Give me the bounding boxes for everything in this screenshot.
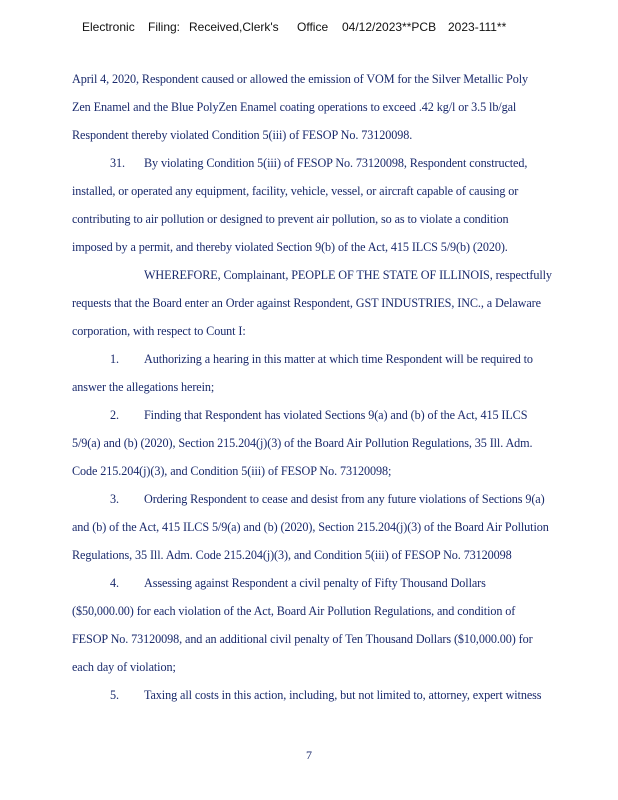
text-line: corporation, with respect to Count I: — [72, 324, 246, 338]
text-line: installed, or operated any equipment, facility, vehicle, vessel, or aircraft capable of causing or — [72, 184, 519, 198]
text-line: FESOP No. 73120098, and an additional civil penalty of Ten Thousand Dollars ($10,000.00) for — [72, 632, 533, 646]
header-electronic: Electronic — [82, 20, 135, 34]
paragraph-number: 31. — [110, 156, 125, 170]
text-line: imposed by a permit, and thereby violated Section 9(b) of the Act, 415 ILCS 5/9(b) (2020). — [72, 240, 508, 254]
header-date-pcb: 04/12/2023**PCB — [342, 20, 437, 34]
list-number: 1. — [110, 352, 119, 366]
page-number: 7 — [306, 748, 312, 762]
header-case-number: 2023-111** — [448, 20, 507, 34]
text-line: Ordering Respondent to cease and desist from any future violations of Sections 9(a) — [144, 492, 545, 506]
header-received: Received,Clerk's — [189, 20, 279, 34]
text-line: WHEREFORE, Complainant, PEOPLE OF THE STATE OF ILLINOIS, respectfully — [144, 268, 552, 282]
filing-header — [82, 20, 602, 36]
text-line: Respondent thereby violated Condition 5(iii) of FESOP No. 73120098. — [72, 128, 413, 142]
text-line: Finding that Respondent has violated Sections 9(a) and (b) of the Act, 415 ILCS — [144, 408, 528, 422]
text-line: contributing to air pollution or designed to prevent air pollution, so as to violate a condition — [72, 212, 509, 226]
text-line: 5/9(a) and (b) (2020), Section 215.204(j)(3) of the Board Air Pollution Regulations, 35 Ill. Adm. — [72, 436, 533, 450]
list-number: 4. — [110, 576, 119, 590]
text-line: Assessing against Respondent a civil penalty of Fifty Thousand Dollars — [144, 576, 486, 590]
text-line: ($50,000.00) for each violation of the Act, Board Air Pollution Regulations, and condition of — [72, 604, 516, 618]
text-line: April 4, 2020, Respondent caused or allowed the emission of VOM for the Silver Metallic Poly — [72, 72, 528, 86]
text-line: each day of violation; — [72, 660, 176, 674]
text-line: Authorizing a hearing in this matter at which time Respondent will be required to — [144, 352, 533, 366]
text-line: Taxing all costs in this action, including, but not limited to, attorney, expert witness — [144, 688, 542, 702]
text-line: requests that the Board enter an Order against Respondent, GST INDUSTRIES, INC., a Delaware — [72, 296, 541, 310]
text-line: By violating Condition 5(iii) of FESOP No. 73120098, Respondent constructed, — [144, 156, 528, 170]
list-number: 2. — [110, 408, 119, 422]
text-line: Regulations, 35 Ill. Adm. Code 215.204(j)(3), and Condition 5(iii) of FESOP No. 73120098 — [72, 548, 512, 562]
list-number: 5. — [110, 688, 119, 702]
text-line: Code 215.204(j)(3), and Condition 5(iii) of FESOP No. 73120098; — [72, 464, 392, 478]
text-line: answer the allegations herein; — [72, 380, 215, 394]
list-number: 3. — [110, 492, 119, 506]
text-line: Zen Enamel and the Blue PolyZen Enamel coating operations to exceed .42 kg/l or 3.5 lb/gal — [72, 100, 517, 114]
header-filing: Filing: — [148, 20, 181, 34]
text-line: and (b) of the Act, 415 ILCS 5/9(a) and (b) (2020), Section 215.204(j)(3) of the Board Air Pollution — [72, 520, 549, 534]
header-office: Office — [297, 20, 329, 34]
